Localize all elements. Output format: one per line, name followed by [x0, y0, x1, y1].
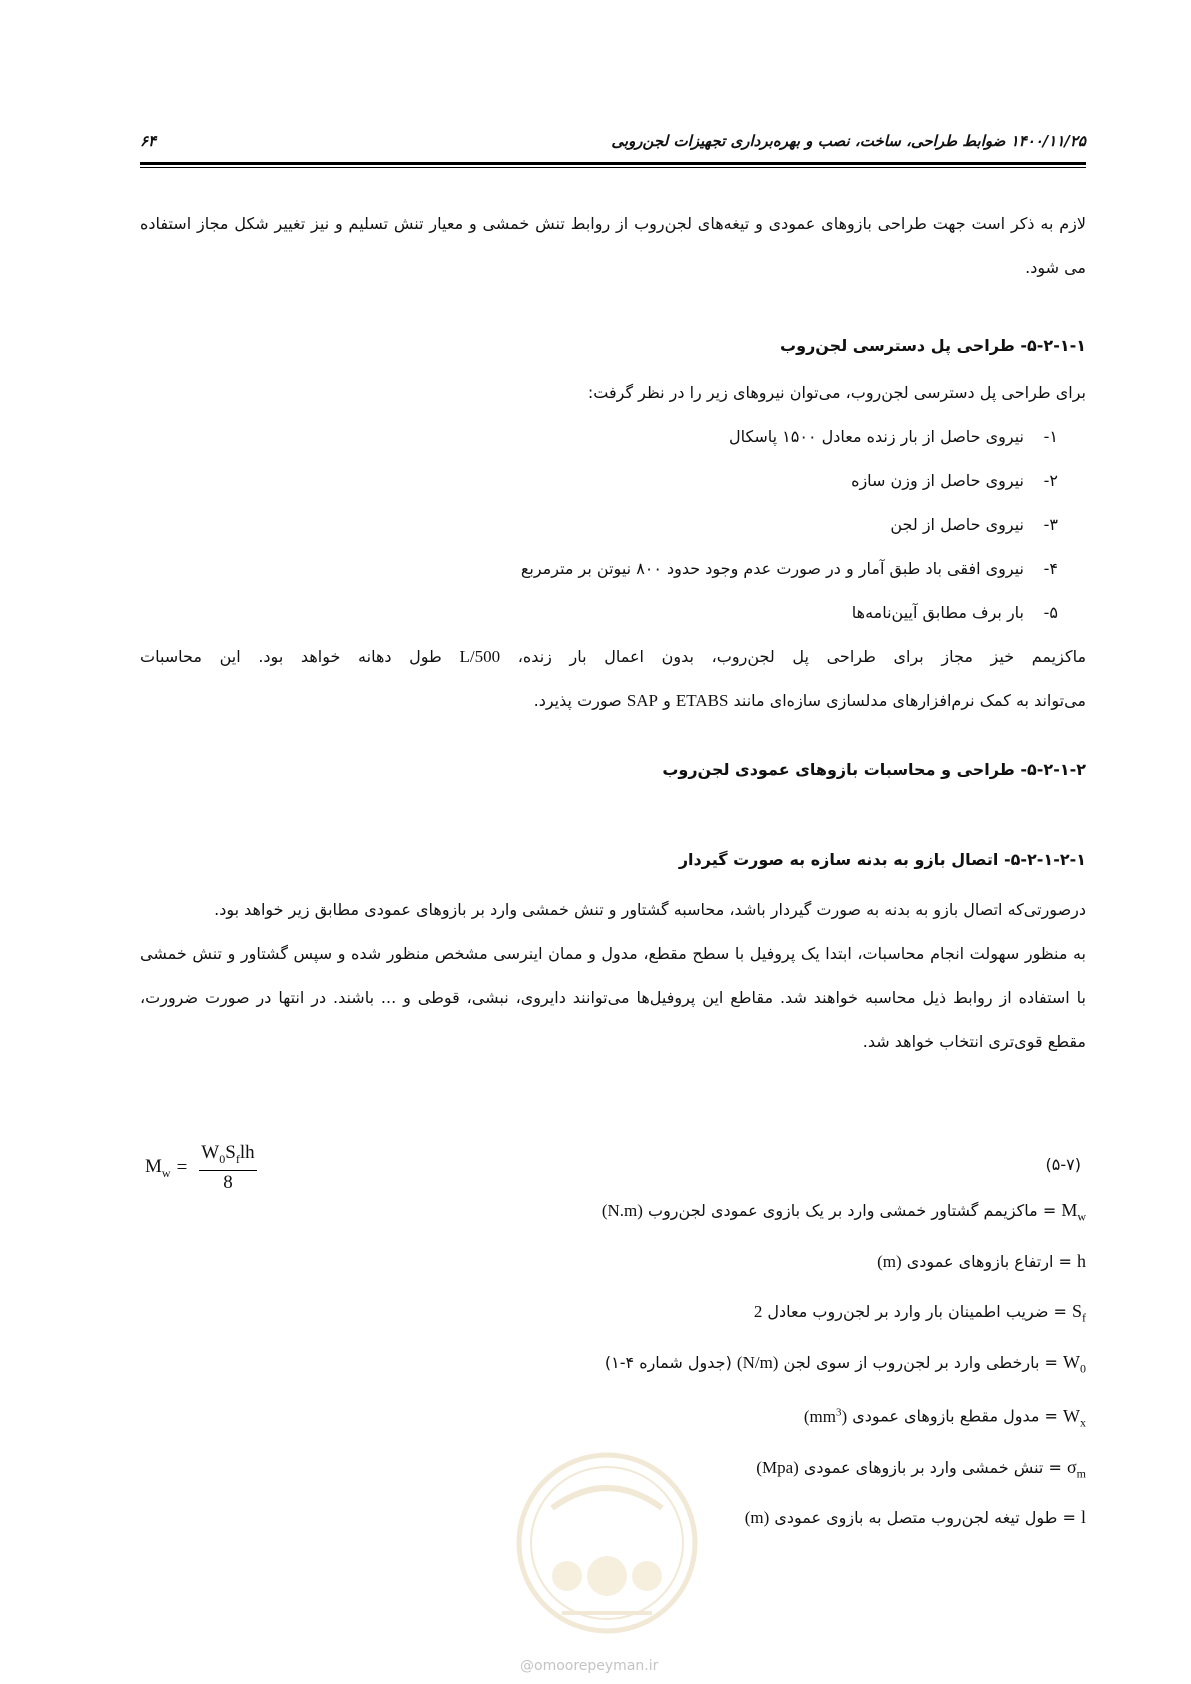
section-1-body — [140, 371, 1086, 723]
definition-line — [140, 1289, 1086, 1340]
section-3-heading-wrap — [140, 850, 1086, 869]
section-3-body — [140, 888, 1086, 1064]
seal-watermark — [512, 1448, 702, 1678]
item-number: ۳- — [1043, 515, 1058, 534]
definition-text: بارخطی وارد بر لجن‌روب از سوی لجن — [783, 1352, 1040, 1372]
definition-symbol: $M_w$ — [1061, 1200, 1086, 1224]
max-deflection-line-2 — [140, 679, 1086, 723]
section-1-heading-wrap — [140, 336, 1086, 355]
definition-equals: = — [1048, 1302, 1072, 1322]
definition-symbol: h — [1077, 1250, 1086, 1271]
section-2-heading: ۵-۲-۱-۲- طراحی و محاسبات بازوهای عمودی لجن‌روب — [662, 760, 1086, 779]
definition-reference: (جدول شماره ۴-۱) — [604, 1352, 732, 1372]
definition-text: ضریب اطمینان بار وارد بر لجن‌روب معادل — [767, 1302, 1049, 1322]
definition-text: تنش خمشی وارد بر بازوهای عمودی — [803, 1457, 1044, 1477]
definition-text: ماکزیمم گشتاور خمشی وارد بر یک بازوی عمودی لجن‌روب — [648, 1201, 1038, 1220]
software-and: و — [663, 691, 671, 710]
definition-unit: (m) — [877, 1251, 902, 1271]
item-text: نیروی افقی باد طبق آمار و در صورت عدم وجود حدود ۸۰۰ نیوتن بر مترمربع — [520, 559, 1024, 578]
definition-unit: (N/m) — [736, 1352, 779, 1372]
item-number: ۱- — [1043, 427, 1058, 446]
definition-unit: $(mm^3)$ — [803, 1406, 848, 1427]
loads-list — [140, 415, 1086, 635]
definition-equals: = — [1053, 1251, 1077, 1271]
equation-formula — [145, 1142, 257, 1195]
header-title: ۱۴۰۰/۱۱/۲۵ ضوابط طراحی، ساخت، نصب و بهره‌برداری تجهیزات لجن‌روبی — [611, 132, 1086, 150]
equation-lhs: $M_w$ — [145, 1156, 171, 1180]
list-item — [140, 503, 1086, 547]
definition-text: طول تیغه لجن‌روب متصل به بازوی عمودی — [774, 1508, 1058, 1528]
definition-line — [140, 1340, 1086, 1391]
item-text: نیروی حاصل از وزن سازه — [851, 471, 1024, 490]
item-number: ۲- — [1043, 471, 1058, 490]
item-text: نیروی حاصل از لجن — [890, 515, 1024, 534]
definition-unit: (N.m) — [601, 1201, 643, 1220]
list-item — [140, 591, 1086, 635]
max-deflection-line-1 — [140, 635, 1086, 679]
header-rule-thin — [140, 167, 1086, 168]
intro-block — [140, 202, 1086, 290]
header-rule-thick — [140, 162, 1086, 165]
intro-paragraph: لازم به ذکر است جهت طراحی بازوهای عمودی و تیغه‌های لجن‌روب از روابط تنش خمشی و معیار تنش تسلیم و نیز تغییر شکل مجاز استفاده می شود. — [140, 214, 1086, 277]
equation-number: (۵-۷) — [1045, 1155, 1081, 1174]
item-number: ۴- — [1043, 559, 1058, 578]
section-3-paragraph-2: به منظور سهولت انجام محاسبات، ابتدا یک پروفیل با سطح مقطع، مدول و ممان اینرسی مشخص منظور شده و سپس گشتاور و تنش خمشی با استفاده از روابط ذیل محاسبه خواهند شد. مقاطع این پروفیل‌ها می‌توانند دایروی، نبشی، قوطی و ... باشند. در انتها در صورت ضرورت، مقطع قوی‌تری انتخاب خواهد شد. — [140, 944, 1086, 1051]
definition-equals: = — [1043, 1457, 1067, 1477]
definition-line — [140, 1188, 1086, 1239]
equation-denominator: 8 — [223, 1171, 233, 1193]
definition-unit: 2 — [753, 1302, 763, 1322]
item-number: ۵- — [1043, 603, 1058, 622]
watermark-url: @omoorepeyman.ir — [520, 1658, 659, 1674]
definition-symbol: $W_0$ — [1063, 1351, 1086, 1376]
definition-text: مدول مقطع بازوهای عمودی — [852, 1407, 1040, 1427]
item-text: نیروی حاصل از بار زنده معادل ۱۵۰۰ پاسکال — [729, 427, 1024, 446]
section-3-heading: ۵-۲-۱-۲-۱- اتصال بازو به بدنه سازه به صورت گیردار — [678, 850, 1086, 869]
software-text-a: می‌تواند به کمک نرم‌افزارهای مدلسازی سازه‌ای مانند — [733, 691, 1086, 710]
definition-equals: = — [1039, 1352, 1063, 1372]
section-1-lead: برای طراحی پل دسترسی لجن‌روب، می‌توان نیروهای زیر را در نظر گرفت: — [587, 383, 1086, 402]
deflection-text-a: ماکزیمم خیز مجاز برای طراحی پل لجن‌روب، بدون اعمال بار زنده، — [517, 647, 1087, 666]
definition-equals: = — [1057, 1508, 1081, 1528]
equation-numerator: $W_0S_flh$ — [199, 1142, 256, 1171]
item-text: بار برف مطابق آیین‌نامه‌ها — [851, 603, 1024, 622]
definition-unit: (Mpa) — [756, 1457, 799, 1477]
definition-equals: = — [1039, 1407, 1063, 1427]
definition-text: ارتفاع بازوهای عمودی — [906, 1251, 1054, 1271]
software-etabs: ETABS — [675, 691, 729, 710]
running-header — [140, 128, 1086, 154]
definition-unit: (m) — [744, 1508, 770, 1528]
software-text-b: صورت پذیرد. — [533, 691, 622, 710]
equals-sign: = — [176, 1157, 188, 1179]
list-item — [140, 459, 1086, 503]
equation-fraction — [199, 1142, 256, 1195]
definition-symbol: l — [1080, 1507, 1086, 1528]
software-sap: SAP — [626, 691, 658, 710]
definition-line — [140, 1390, 1086, 1444]
definition-equals: = — [1037, 1201, 1062, 1220]
list-item — [140, 547, 1086, 591]
definition-line — [140, 1239, 1086, 1290]
section-2-heading-wrap — [140, 760, 1086, 779]
section-1-heading: ۵-۲-۱-۱- طراحی پل دسترسی لجن‌روب — [780, 336, 1086, 355]
definition-symbol: $\sigma_m$ — [1066, 1456, 1086, 1481]
deflection-text-b: طول دهانه خواهد بود. این محاسبات — [140, 647, 442, 666]
definition-symbol: $S_f$ — [1071, 1301, 1086, 1325]
list-item — [140, 415, 1086, 459]
definition-symbol: $W_x$ — [1063, 1406, 1086, 1430]
page-number: ۶۴ — [140, 132, 157, 150]
section-3-paragraph-1: درصورتی‌که اتصال بازو به بدنه به صورت گیردار باشد، محاسبه گشتاور و تنش خمشی وارد بر بازوهای عمودی مطابق زیر خواهد بود. — [214, 900, 1086, 919]
deflection-ratio: L/500 — [459, 647, 501, 666]
